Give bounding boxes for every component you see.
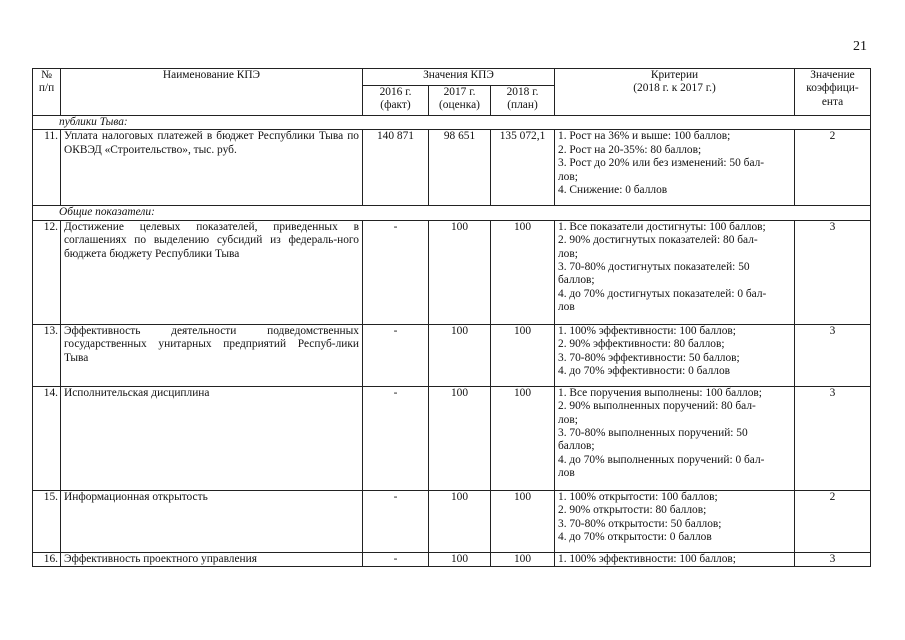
header-values: Значения КПЭ xyxy=(363,69,555,86)
header-coef: Значение коэффици- ента xyxy=(795,69,871,116)
row-number: 13. xyxy=(33,324,61,386)
page-number: 21 xyxy=(853,39,867,54)
criteria-cell xyxy=(555,130,795,206)
criterion-line: 3. 70-80% открытости: 50 баллов; xyxy=(558,517,722,530)
value-2016: 140 871 xyxy=(363,130,429,206)
criterion-line: 1. Все показатели достигнуты: 100 баллов; xyxy=(558,220,766,233)
table-row xyxy=(33,220,871,324)
section-heading: публики Тыва: xyxy=(33,116,871,130)
value-2017: 100 xyxy=(429,552,491,566)
value-2017: 98 651 xyxy=(429,130,491,206)
value-2018: 100 xyxy=(491,220,555,324)
row-number: 15. xyxy=(33,490,61,552)
table-row xyxy=(33,490,871,552)
header-2018: 2018 г. (план) xyxy=(491,86,555,116)
coefficient-value: 3 xyxy=(795,324,871,386)
value-2018: 135 072,1 xyxy=(491,130,555,206)
value-2017: 100 xyxy=(429,490,491,552)
criterion-line: 3. 70-80% достигнутых показателей: 50 баллов; xyxy=(558,261,750,287)
table-row xyxy=(33,130,871,206)
criterion-line: 2. 90% открытости: 80 баллов; xyxy=(558,504,707,517)
kpe-name: Эффективность деятельности подведомственных государственных унитарных предприятий Респуб-лики Тыва xyxy=(61,324,363,386)
row-number: 11. xyxy=(33,130,61,206)
kpe-name: Эффективность проектного управления xyxy=(61,552,363,566)
row-number: 14. xyxy=(33,386,61,490)
criteria-cell xyxy=(555,490,795,552)
criterion-line: 1. 100% эффективности: 100 баллов; xyxy=(558,324,736,337)
table-row xyxy=(33,324,871,386)
value-2016: - xyxy=(363,490,429,552)
criterion-line: 4. до 70% эффективности: 0 баллов xyxy=(558,365,731,378)
value-2016: - xyxy=(363,386,429,490)
table-row xyxy=(33,386,871,490)
row-number: 12. xyxy=(33,220,61,324)
kpe-name: Уплата налоговых платежей в бюджет Республики Тыва по ОКВЭД «Строительство», тыс. руб. xyxy=(61,130,363,206)
kpe-name: Достижение целевых показателей, приведенных в соглашениях по выделению субсидий из федераль-ного бюджета бюджету Республики Тыва xyxy=(61,220,363,324)
criterion-line: 3. 70-80% выполненных поручений: 50 баллов; xyxy=(558,427,748,453)
coefficient-value: 2 xyxy=(795,490,871,552)
criteria-cell xyxy=(555,220,795,324)
section-heading: Общие показатели: xyxy=(33,206,871,220)
value-2018: 100 xyxy=(491,490,555,552)
value-2018: 100 xyxy=(491,552,555,566)
criterion-line: 4. Снижение: 0 баллов xyxy=(558,184,668,197)
value-2016: - xyxy=(363,324,429,386)
header-num: № п/п xyxy=(33,69,61,116)
value-2017: 100 xyxy=(429,220,491,324)
criterion-line: 4. до 70% открытости: 0 баллов xyxy=(558,531,712,544)
criterion-line: 2. 90% выполненных поручений: 80 бал- лов; xyxy=(558,400,756,426)
value-2016: - xyxy=(363,552,429,566)
coefficient-value: 3 xyxy=(795,386,871,490)
header-2016: 2016 г. (факт) xyxy=(363,86,429,116)
criterion-line: 1. 100% эффективности: 100 баллов; xyxy=(558,552,736,565)
value-2018: 100 xyxy=(491,386,555,490)
criterion-line: 3. Рост до 20% или без изменений: 50 бал- лов; xyxy=(558,157,765,183)
criteria-cell xyxy=(555,552,795,566)
row-number: 16. xyxy=(33,552,61,566)
header-criteria: Критерии (2018 г. к 2017 г.) xyxy=(555,69,795,116)
criteria-cell xyxy=(555,386,795,490)
criterion-line: 2. Рост на 20-35%: 80 баллов; xyxy=(558,143,702,156)
table-row xyxy=(33,552,871,566)
criterion-line: 3. 70-80% эффективности: 50 баллов; xyxy=(558,351,740,364)
coefficient-value: 3 xyxy=(795,220,871,324)
criterion-line: 1. 100% открытости: 100 баллов; xyxy=(558,490,718,503)
header-name: Наименование КПЭ xyxy=(61,69,363,116)
criterion-line: 2. 90% достигнутых показателей: 80 бал- лов; xyxy=(558,234,758,260)
value-2016: - xyxy=(363,220,429,324)
criterion-line: 2. 90% эффективности: 80 баллов; xyxy=(558,338,725,351)
kpe-name: Информационная открытость xyxy=(61,490,363,552)
value-2017: 100 xyxy=(429,324,491,386)
criteria-cell xyxy=(555,324,795,386)
criterion-line: 4. до 70% выполненных поручений: 0 бал- лов xyxy=(558,453,765,480)
coefficient-value: 2 xyxy=(795,130,871,206)
header-2017: 2017 г. (оценка) xyxy=(429,86,491,116)
criterion-line: 1. Рост на 36% и выше: 100 баллов; xyxy=(558,130,731,143)
kpe-name: Исполнительская дисциплина xyxy=(61,386,363,490)
value-2018: 100 xyxy=(491,324,555,386)
value-2017: 100 xyxy=(429,386,491,490)
kpe-table xyxy=(32,68,871,567)
criterion-line: 4. до 70% достигнутых показателей: 0 бал- лов xyxy=(558,287,767,314)
criterion-line: 1. Все поручения выполнены: 100 баллов; xyxy=(558,386,762,399)
coefficient-value: 3 xyxy=(795,552,871,566)
